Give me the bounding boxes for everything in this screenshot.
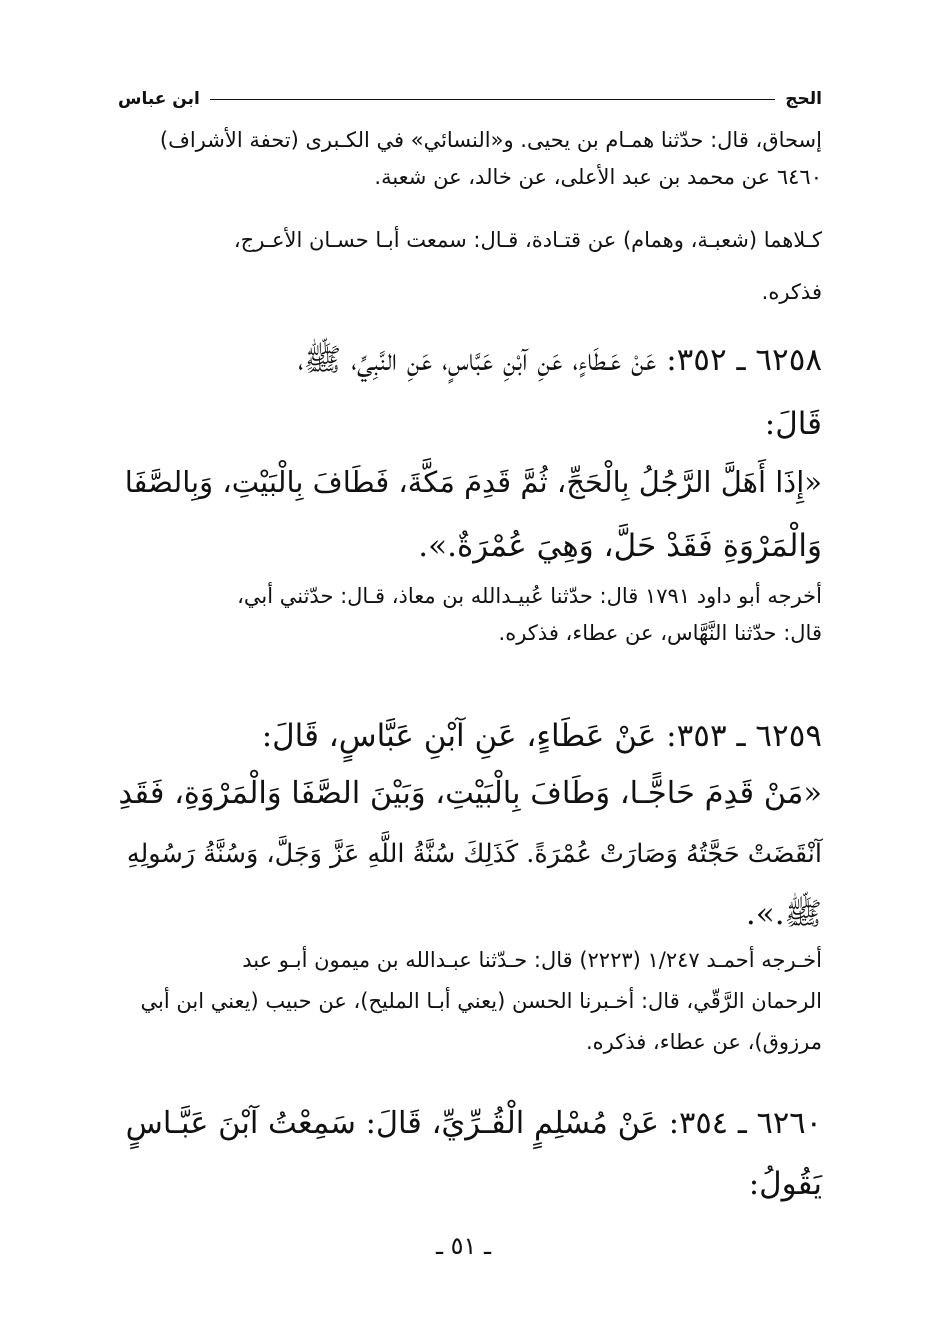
text-line: أخرجه أبو داود ١٧٩١ قال: حدّثنا عُبيـدالله بن معاذ، قـال: حدّثني أبي،	[237, 584, 822, 608]
text-line: ٦٢٥٨ ـ ٣٥٢: عَنْ عَـطَاءٍ، عَنِ آبْنِ عَبَّاسٍ، عَنِ النَّبِيِّ، ﷺ،	[297, 342, 822, 378]
text-line: آنْقَضَتْ حَجَّتُهُ وَصَارَتْ عُمْرَةً. كَذَلِكَ سُنَّةُ اللَّهِ عَزَّ وَجَلَّ، وَسُنَّةُ رَسُولِهِ	[126, 839, 822, 869]
text-line: كـلاهما (شعبـة، وهمام) عن قتـادة، قـال: سمعت أبـا حسـان الأعـرج،	[233, 228, 822, 252]
text-line: إسحاق، قال: حدّثنا همـام بن يحيى. و«النسائي» في الكـبرى (تحفة الأشراف)	[159, 128, 822, 152]
hadith-6259-heading	[118, 704, 822, 768]
hadith-6259-takhrij	[118, 940, 822, 1063]
text-line: الرحمان الرَّقّي، قال: أخـبرنا الحسن (يعني أبـا المليح)، عن حبيب (يعني ابن أبي	[140, 989, 822, 1013]
header-rule	[210, 99, 775, 100]
note-chain	[118, 214, 822, 318]
text-line: «مَنْ قَدِمَ حَاجًّـا، وَطَافَ بِالْبَيْتِ، وَبَيْنَ الصَّفَا وَالْمَرْوَةِ، فَقَدِ	[118, 776, 822, 811]
hadith-6259-matn	[118, 764, 822, 944]
text-line: مرزوق)، عن عطاء، فذكره.	[585, 1030, 822, 1054]
running-header	[118, 84, 822, 114]
text-line: ٦٤٦٠ عن محمد بن عبد الأعلى، عن خالد، عن شعبة.	[374, 165, 822, 189]
text-line: قال: حدّثنا النَّهَّاس، عن عطاء، فذكره.	[498, 621, 822, 645]
text-line: قَالَ:	[764, 406, 822, 442]
text-line: فذكره.	[761, 280, 822, 304]
text-line: ٦٢٦٠ ـ ٣٥٤: عَنْ مُسْلِمٍ الْقُـرِّيِّ، قَالَ: سَمِعْتُ آبْنَ عَبَّـاسٍ	[125, 1106, 822, 1141]
text-line: ﷺ.».	[745, 896, 822, 932]
hadith-6258-takhrij	[118, 578, 822, 652]
text-line: ٦٢٥٩ ـ ٣٥٣: عَنْ عَطَاءٍ، عَنِ آبْنِ عَبَّاسٍ، قَالَ:	[261, 718, 822, 754]
text-line: «إِذَا أَهَلَّ الرَّجُلُ بِالْحَجِّ، ثُمَّ قَدِمَ مَكَّةَ، فَطَافَ بِالْبَيْتِ، وَبِالصَّفَا	[124, 465, 822, 499]
hadith-6258-heading	[118, 328, 822, 456]
page-number: ـ ٥١ ـ	[435, 1232, 492, 1260]
header-chapter: الحج	[785, 89, 822, 109]
text-line: أخـرجه أحمـد ١/٢٤٧ (٢٢٢٣) قال: حـدّثنا عبـدالله بن ميمون أبـو عبد	[242, 948, 822, 972]
hadith-6260-heading	[118, 1094, 822, 1214]
note-continuation	[118, 122, 822, 196]
header-narrator: ابن عباس	[118, 89, 200, 109]
hadith-6258-matn	[118, 450, 822, 578]
text-line: وَالْمَرْوَةِ فَقَدْ حَلَّ، وَهِيَ عُمْرَةٌ.».	[418, 528, 822, 564]
text-line: يَقُولُ:	[748, 1166, 822, 1202]
